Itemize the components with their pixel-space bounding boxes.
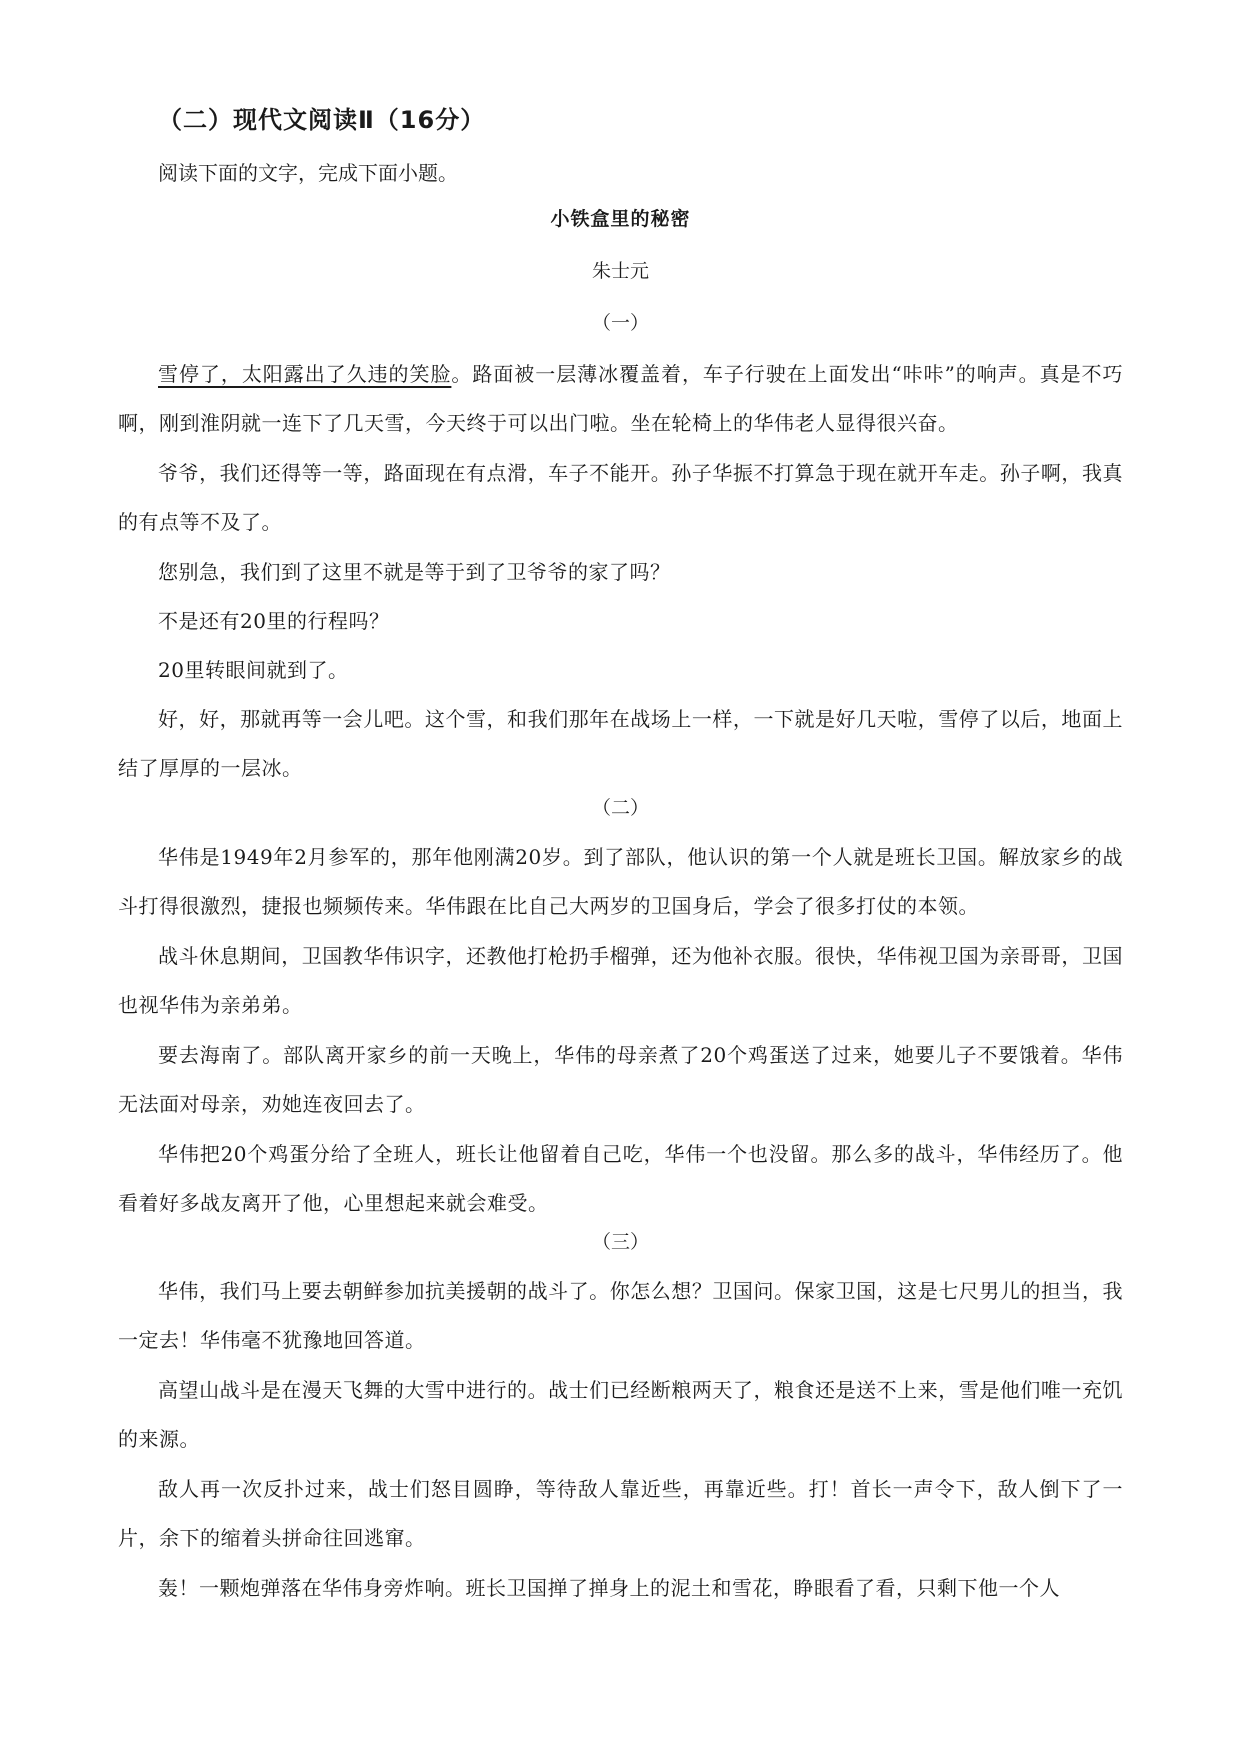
paragraph: 好，好，那就再等一会儿吧。这个雪，和我们那年在战场上一样，一下就是好几天啦，雪停了以后，地面上结了厚厚的一层冰。 (118, 707, 1123, 780)
paragraph: 不是还有20里的行程吗？ (158, 609, 390, 633)
paragraph: 轰！一颗炮弹落在华伟身旁炸响。班长卫国掸了掸身上的泥土和雪花，睁眼看了看，只剩下他一个人 (158, 1576, 1060, 1600)
paragraph: 华伟是1949年2月参军的，那年他刚满20岁。到了部队，他认识的第一个人就是班长卫国。解放家乡的战斗打得很激烈，捷报也频频传来。华伟跟在比自己大两岁的卫国身后，学会了很多打仗的本领。 (118, 845, 1123, 918)
paragraph: 华伟把20个鸡蛋分给了全班人，班长让他留着自己吃，华伟一个也没留。那么多的战斗，华伟经历了。他看着好多战友离开了他，心里想起来就会难受。 (118, 1142, 1123, 1215)
article-title: 小铁盒里的秘密 (550, 208, 691, 230)
part-marker-3: （三） (591, 1231, 649, 1253)
paragraph: 爷爷，我们还得等一等，路面现在有点滑，车子不能开。孙子华振不打算急于现在就开车走。孙子啊，我真的有点等不及了。 (118, 461, 1123, 534)
underlined-sentence: 雪停了，太阳露出了久违的笑脸 (158, 362, 452, 386)
paragraph: 敌人再一次反扑过来，战士们怒目圆睁，等待敌人靠近些，再靠近些。打！首长一声令下，敌人倒下了一片，余下的缩着头拼命往回逃窜。 (118, 1477, 1123, 1550)
paragraph: 20里转眼间就到了。 (158, 658, 349, 682)
paragraph: 要去海南了。部队离开家乡的前一天晚上，华伟的母亲煮了20个鸡蛋送了过来，她要儿子不要饿着。华伟无法面对母亲，劝她连夜回去了。 (118, 1043, 1123, 1116)
paragraph (118, 350, 1123, 448)
reading-instruction: 阅读下面的文字，完成下面小题。 (158, 161, 458, 185)
paragraph-text: 。路面被一层薄冰覆盖着，车子行驶在上面发出“咔咔”的响声。真是不巧啊，刚到淮阴就一连下了几天雪，今天终于可以出门啦。坐在轮椅上的华伟老人显得很兴奋。 (118, 362, 1123, 435)
section-heading: （二）现代文阅读Ⅱ（16分） (158, 106, 486, 134)
paragraph: 战斗休息期间，卫国教华伟识字，还教他打枪扔手榴弹，还为他补衣服。很快，华伟视卫国为亲哥哥，卫国也视华伟为亲弟弟。 (118, 944, 1123, 1017)
paragraph: 高望山战斗是在漫天飞舞的大雪中进行的。战士们已经断粮两天了，粮食还是送不上来，雪是他们唯一充饥的来源。 (118, 1378, 1123, 1451)
article-author: 朱士元 (591, 260, 649, 282)
paragraph: 华伟，我们马上要去朝鲜参加抗美援朝的战斗了。你怎么想？卫国问。保家卫国，这是七尺男儿的担当，我一定去！华伟毫不犹豫地回答道。 (118, 1279, 1123, 1352)
paragraph: 您别急，我们到了这里不就是等于到了卫爷爷的家了吗？ (158, 560, 671, 584)
part-marker-1: （一） (591, 312, 649, 334)
part-marker-2: （二） (591, 797, 649, 819)
